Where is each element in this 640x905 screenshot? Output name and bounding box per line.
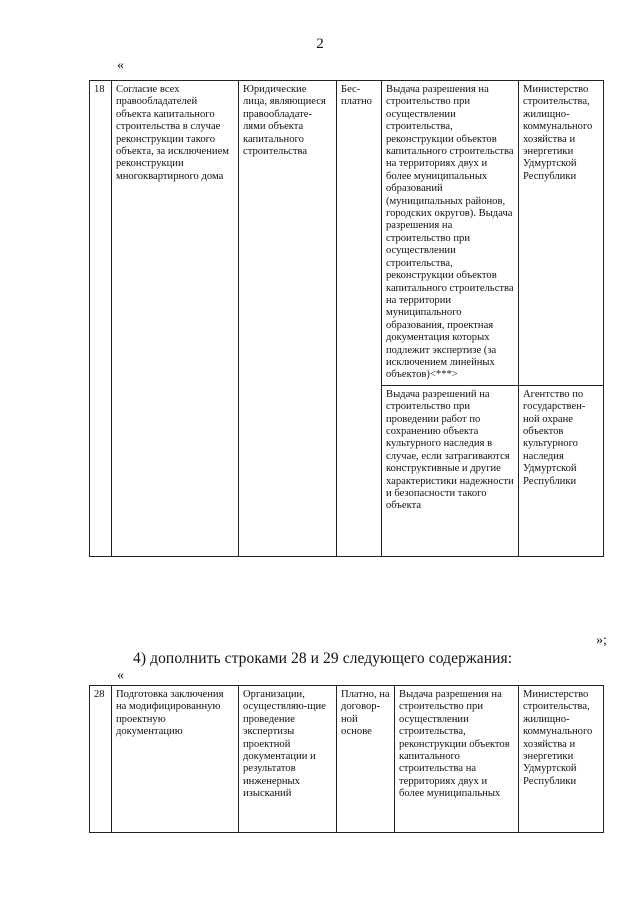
closing-quote: »; — [596, 633, 607, 648]
applicants-cell: Организации, осуществляю-щие проведение экспертизы проектной документации и результатов инженерных изысканий — [239, 686, 337, 833]
row-number-cell: 28 — [90, 686, 112, 833]
authority-cell: Министерство строительства, жилищно-коммунального хозяйства и энергетики Удмуртской Республики — [519, 81, 604, 386]
purpose-cell: Выдача разрешения на строительство при осуществлении строительства, реконструкции объектов капитального строительства на территориях двух и более муниципальных образований (муниципальных районов, городских округов). Выдача разрешения на строительство при осуществлении строительства, реконструкции объектов капитального строительства на территории муниципального образования, проектная документация которых подлежит экспертизе (за исключением линейных объектов)<***> — [382, 81, 519, 386]
opening-quote: « — [117, 58, 124, 73]
opening-quote-second: « — [117, 668, 124, 683]
amendment-instruction: 4) дополнить строками 28 и 29 следующего содержания: — [133, 650, 513, 667]
purpose-cell: Выдача разрешения на строительство при осуществлении строительства, реконструкции объектов капитального строительства на территориях двух и более муниципальных — [395, 686, 519, 833]
purpose-cell: Выдача разрешений на строительство при проведении работ по сохранению объекта культурного наследия в случае, если затрагиваются конструктивные и другие характеристики надежности и безопасности такого объекта — [382, 385, 519, 556]
page-number: 2 — [316, 36, 324, 52]
table-row — [90, 686, 604, 833]
row-number-cell: 18 — [90, 81, 112, 557]
cost-cell: Платно, на договор-ной основе — [337, 686, 395, 833]
authority-cell: Министерство строительства, жилищно-коммунального хозяйства и энергетики Удмуртской Республики — [519, 686, 604, 833]
table-row — [90, 81, 604, 386]
authority-cell: Агентство по государствен-ной охране объектов культурного наследия Удмуртской Республики — [519, 385, 604, 556]
services-table-top — [89, 80, 604, 557]
service-name-cell: Подготовка заключения на модифицированную проектную документацию — [112, 686, 239, 833]
applicants-cell: Юридические лица, являющиеся правообладате-лями объекта капитального строительства — [239, 81, 337, 557]
cost-cell: Бес-платно — [337, 81, 382, 557]
service-name-cell: Согласие всех правообладателей объекта капитального строительства в случае реконструкции такого объекта, за исключением реконструкции многоквартирного дома — [112, 81, 239, 557]
services-table-bottom — [89, 685, 604, 833]
